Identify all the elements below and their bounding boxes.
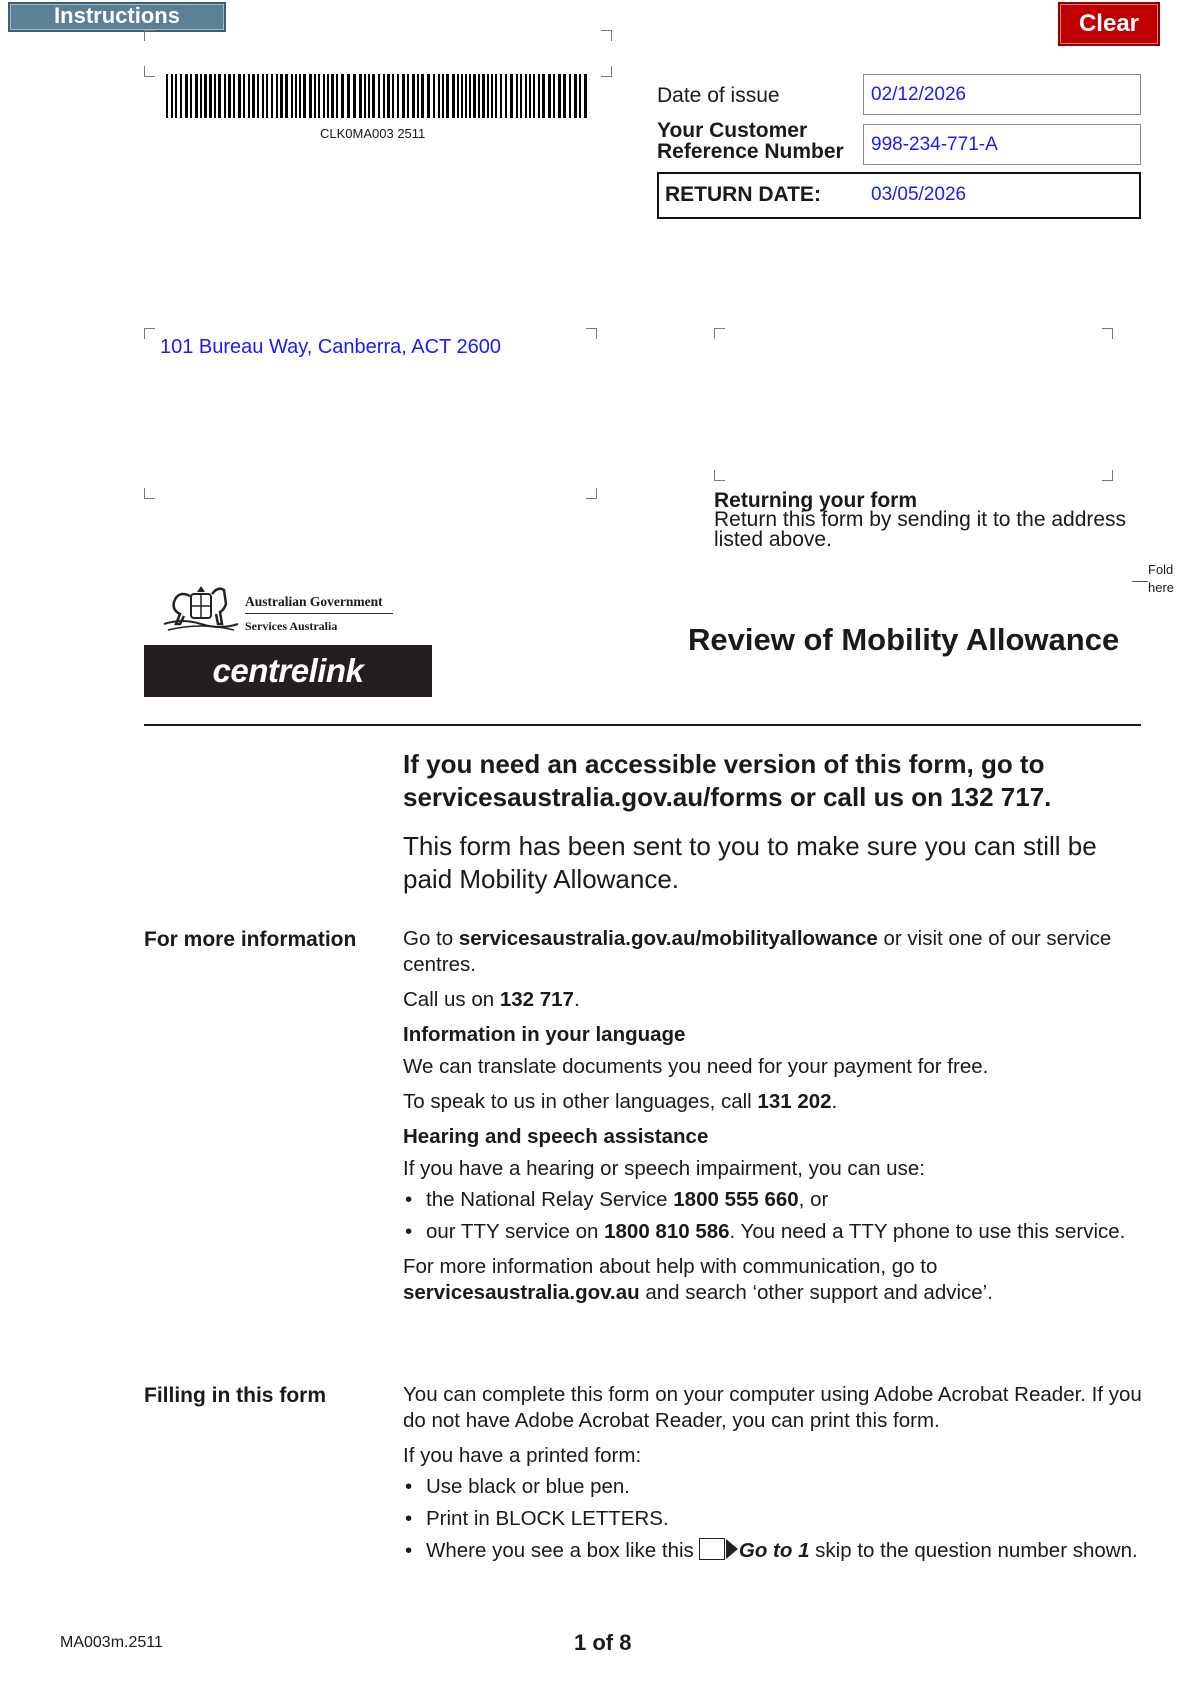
barcode-bar [276,74,278,118]
barcode-bar [327,74,329,118]
more-info-label: For more information [144,928,357,951]
crop-mark [1102,470,1113,481]
goto-text: Go to 1 [738,1539,810,1562]
barcode-bar [548,74,551,118]
call-prefix: Call us on [403,988,500,1011]
form-title: Review of Mobility Allowance [688,622,1120,657]
crn-label [657,120,844,162]
barcode-bar [538,74,540,118]
more-info-section [403,926,1143,1315]
tty-prefix: our TTY service on [426,1220,605,1243]
barcode-bar [257,74,259,118]
barcode-number: CLK0MA003 2511 [320,126,426,141]
barcode-bar [510,74,513,118]
list-item: • Use black or blue pen. [403,1474,1143,1500]
barcode-bar [238,74,241,118]
barcode-bar [558,74,561,118]
list-item: • Print in BLOCK LETTERS. [403,1506,1143,1532]
language-call-prefix: To speak to us in other languages, call [403,1090,758,1113]
barcode-bar [397,74,399,118]
printed-form-intro: If you have a printed form: [403,1444,642,1467]
language-call-number: 131 202 [757,1090,832,1113]
go-to-suffix: or visit one of our service centres. [403,927,1112,976]
barcode-bar [204,74,207,118]
date-of-issue-field[interactable]: 02/12/2026 [863,74,1141,115]
barcode-bar [214,74,216,118]
mobility-allowance-link: servicesaustralia.gov.au/mobilityallowance [458,927,878,950]
hearing-heading: Hearing and speech assistance [403,1125,709,1148]
barcode-bar [372,74,375,118]
barcode-bar [248,74,250,118]
barcode-bar [495,74,497,118]
communication-prefix: For more information about help with communication, go to [403,1255,938,1278]
barcode-bar [473,74,476,118]
crop-mark [144,30,155,41]
go-to-prefix: Go to [403,927,459,950]
barcode-bar [309,74,312,118]
barcode-bar [500,74,502,118]
goto-suffix: skip to the question number shown. [809,1539,1138,1562]
barcode-bar [280,74,283,118]
services-australia-link: servicesaustralia.gov.au [403,1281,640,1304]
barcode-bar [427,74,430,118]
form-code: MA003m.2511 [60,1634,163,1651]
barcode-image [166,74,590,118]
accessible-notice: If you need an accessible version of this form, go to servicesaustralia.gov.au/forms or call us on 132 717. [403,749,1052,812]
page-number: 1 of 8 [574,1630,632,1655]
barcode-bar [299,74,301,118]
barcode-bar [195,74,198,118]
barcode-bar [452,74,455,118]
barcode-bar [171,74,173,118]
fold-mark [1132,581,1148,582]
barcode-bar [469,74,471,118]
barcode-bar [516,74,518,118]
barcode-bar [446,74,449,118]
barcode-bar [563,74,566,118]
barcode-bar [185,74,188,118]
call-paragraph [403,987,1143,1013]
call-suffix: . [573,988,580,1011]
filling-section [403,1382,1143,1573]
nrs-number: 1800 555 660 [673,1188,799,1211]
return-date-field[interactable]: 03/05/2026 [871,184,967,205]
barcode-bar [331,74,334,118]
language-heading: Information in your language [403,1023,686,1046]
crop-mark [586,328,597,339]
communication-suffix: and search ‘other support and advice’. [639,1281,993,1304]
barcode-bar [175,74,177,118]
barcode-bar [433,74,435,118]
language-paragraph: We can translate documents you need for your payment for free. [403,1055,989,1078]
address-field[interactable]: 101 Bureau Way, Canberra, ACT 2600 [160,336,501,358]
barcode-bar [569,74,571,118]
barcode-bar [341,74,344,118]
hearing-list [403,1187,1143,1245]
barcode-bar [438,74,440,118]
barcode-bar [364,74,366,118]
barcode-bar [243,74,245,118]
crop-mark [144,66,155,77]
language-call-suffix: . [831,1090,838,1113]
return-date-label: RETURN DATE: [665,183,821,206]
barcode-bar [347,74,350,118]
barcode-bar [252,74,255,118]
language-call-paragraph [403,1089,1143,1115]
gov-name: Australian Government [245,594,383,609]
barcode-bar [271,74,273,118]
barcode-bar [584,74,587,118]
barcode-bar [228,74,231,118]
crn-field[interactable]: 998-234-771-A [863,124,1141,165]
filling-label: Filling in this form [144,1384,326,1407]
barcode-bar [323,74,325,118]
tty-number: 1800 810 586 [604,1220,730,1243]
tty-suffix: . You need a TTY phone to use this service. [729,1220,1126,1243]
barcode-bar [200,74,202,118]
title-divider [144,724,1141,726]
goto-prefix: Where you see a box like this [426,1539,700,1562]
barcode-bar [421,74,424,118]
barcode-bar [392,74,394,118]
barcode-bar [461,74,463,118]
clear-button[interactable]: Clear [1058,2,1160,46]
barcode-bar [579,74,581,118]
fold-label-line2: here [1148,580,1175,595]
barcode-bar [525,74,527,118]
barcode-bar [378,74,380,118]
barcode-bar [482,74,485,118]
barcode-bar [368,74,370,118]
barcode-bar [233,74,235,118]
filling-paragraph: You can complete this form on your computer using Adobe Acrobat Reader. If you do not have Adobe Acrobat Reader, you can print this form. [403,1383,1142,1432]
date-of-issue-label: Date of issue [657,84,780,107]
list-item [403,1538,1143,1564]
barcode-bar [412,74,415,118]
barcode-bar [336,74,338,118]
crop-mark [714,328,725,339]
go-to-paragraph [403,926,1143,978]
barcode-bar [542,74,545,118]
crn-label-line1: Your Customer [657,119,808,142]
barcode-bar [359,74,362,118]
fold-label [1148,561,1174,597]
barcode-bar [209,74,212,118]
barcode-bar [285,74,288,118]
call-number: 132 717 [499,988,574,1011]
barcode-bar [295,74,297,118]
barcode-bar [218,74,221,118]
crop-mark [144,328,155,339]
barcode-bar [478,74,480,118]
barcode-bar [574,74,577,118]
nrs-prefix: the National Relay Service [426,1188,674,1211]
barcode-bar [465,74,467,118]
barcode-bar [303,74,306,118]
barcode-bar [262,74,264,118]
barcode-bar [190,74,192,118]
hearing-intro: If you have a hearing or speech impairment, you can use: [403,1157,925,1180]
filling-list [403,1474,1143,1564]
barcode-bar [442,74,444,118]
barcode-bar [387,74,390,118]
gov-divider [245,613,393,614]
barcode-bar [266,74,268,118]
barcode-bar [318,74,320,118]
fold-label-line1: Fold [1148,562,1174,577]
list-item [403,1219,1143,1245]
barcode-bar [291,74,293,118]
crop-mark [1102,328,1113,339]
barcode-bar [224,74,226,118]
barcode-bar [353,74,356,118]
barcode-bar [402,74,405,118]
agency-name: Services Australia [245,619,338,633]
barcode-bar [505,74,507,118]
crn-label-line2: Reference Number [657,140,844,163]
goto-arrow-icon [699,1538,725,1560]
barcode-bar [314,74,316,118]
list-item [403,1187,1143,1213]
nrs-suffix: , or [798,1188,829,1211]
barcode-bar [520,74,522,118]
intro-text: This form has been sent to you to make sure you can still be paid Mobility Allowance. [403,831,1097,894]
barcode-bar [553,74,555,118]
australian-coat-of-arms-icon [160,580,242,636]
crop-mark [586,488,597,499]
barcode-bar [417,74,419,118]
crop-mark [601,66,612,77]
barcode-bar [180,74,182,118]
crop-mark [714,470,725,481]
returning-body: Return this form by sending it to the address listed above. [714,508,1127,551]
centrelink-logo: centrelink [144,645,432,697]
barcode-bar [487,74,489,118]
communication-paragraph [403,1254,1143,1306]
barcode-bar [529,74,531,118]
barcode-bar [407,74,409,118]
returning-heading: Returning your form [714,489,917,512]
barcode-bar [457,74,459,118]
barcode-bar [491,74,493,118]
instructions-button[interactable]: Instructions [8,2,226,32]
crop-mark [601,30,612,41]
crop-mark [144,488,155,499]
barcode-bar [166,74,168,118]
barcode-bar [533,74,535,118]
barcode-bar [383,74,385,118]
